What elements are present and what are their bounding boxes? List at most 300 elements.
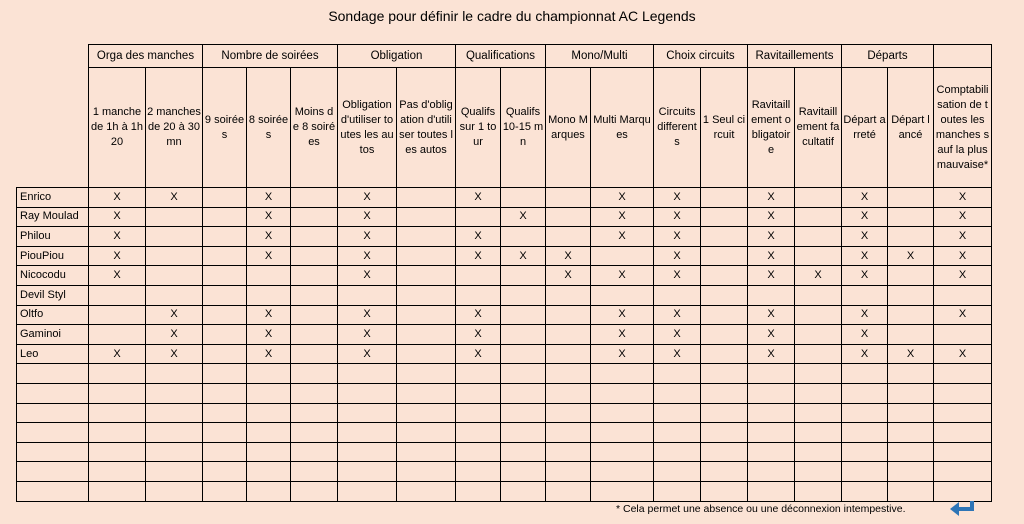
- vote-cell: [291, 344, 338, 364]
- vote-cell: [591, 364, 654, 384]
- vote-cell: [501, 266, 546, 286]
- vote-cell: X: [338, 246, 397, 266]
- column-header: Circuits differents: [654, 68, 701, 188]
- vote-cell: [397, 207, 456, 227]
- column-header: Mono Marques: [546, 68, 591, 188]
- column-header: Comptabilisation de toutes les manches sauf la plus mauvaise*: [934, 68, 992, 188]
- group-header: Qualifications: [456, 45, 546, 68]
- vote-cell: X: [748, 188, 795, 208]
- vote-cell: [748, 403, 795, 423]
- vote-cell: X: [934, 246, 992, 266]
- vote-cell: [89, 364, 146, 384]
- vote-cell: [291, 364, 338, 384]
- vote-cell: [203, 364, 247, 384]
- vote-cell: [934, 403, 992, 423]
- vote-cell: [397, 403, 456, 423]
- vote-cell: [89, 285, 146, 305]
- vote-cell: [203, 481, 247, 501]
- vote-cell: [397, 364, 456, 384]
- vote-cell: [934, 442, 992, 462]
- group-header: Départs: [842, 45, 934, 68]
- vote-cell: [701, 285, 748, 305]
- vote-cell: [89, 305, 146, 325]
- vote-cell: [701, 227, 748, 247]
- vote-cell: X: [654, 325, 701, 345]
- vote-cell: [748, 481, 795, 501]
- vote-cell: [89, 423, 146, 443]
- participant-name: [17, 383, 89, 403]
- vote-cell: [338, 481, 397, 501]
- vote-cell: X: [456, 305, 501, 325]
- vote-cell: [501, 188, 546, 208]
- vote-cell: [247, 285, 291, 305]
- table-row: [17, 305, 992, 325]
- participant-name: Leo: [17, 344, 89, 364]
- vote-cell: [146, 266, 203, 286]
- vote-cell: [842, 364, 888, 384]
- vote-cell: [146, 481, 203, 501]
- vote-cell: X: [89, 246, 146, 266]
- table-row: [17, 423, 992, 443]
- vote-cell: [397, 285, 456, 305]
- group-header: Choix circuits: [654, 45, 748, 68]
- vote-cell: [701, 423, 748, 443]
- vote-cell: [795, 344, 842, 364]
- vote-cell: [146, 462, 203, 482]
- column-header: 8 soirées: [247, 68, 291, 188]
- vote-cell: [501, 325, 546, 345]
- vote-cell: [888, 188, 934, 208]
- participant-name: Devil Styl: [17, 285, 89, 305]
- vote-cell: [795, 188, 842, 208]
- vote-cell: [203, 442, 247, 462]
- vote-cell: [456, 462, 501, 482]
- vote-cell: [397, 423, 456, 443]
- vote-cell: X: [748, 227, 795, 247]
- vote-cell: [654, 481, 701, 501]
- vote-cell: [89, 403, 146, 423]
- vote-cell: [546, 383, 591, 403]
- vote-cell: X: [247, 188, 291, 208]
- vote-cell: X: [591, 266, 654, 286]
- vote-cell: [397, 227, 456, 247]
- vote-cell: [338, 423, 397, 443]
- table-row: [17, 383, 992, 403]
- vote-cell: [546, 285, 591, 305]
- vote-cell: [888, 383, 934, 403]
- vote-cell: [397, 383, 456, 403]
- vote-cell: [456, 423, 501, 443]
- column-header: 9 soirées: [203, 68, 247, 188]
- vote-cell: [546, 423, 591, 443]
- participant-name: [17, 423, 89, 443]
- vote-cell: [291, 246, 338, 266]
- vote-cell: [748, 423, 795, 443]
- vote-cell: [795, 403, 842, 423]
- vote-cell: [795, 305, 842, 325]
- vote-cell: [89, 442, 146, 462]
- group-header: Orga des manches: [89, 45, 203, 68]
- participant-name: Ray Moulad: [17, 207, 89, 227]
- vote-cell: [247, 481, 291, 501]
- vote-cell: [888, 481, 934, 501]
- vote-cell: X: [456, 227, 501, 247]
- vote-cell: [701, 403, 748, 423]
- vote-cell: X: [748, 344, 795, 364]
- vote-cell: [795, 364, 842, 384]
- column-header: Ravitaillement facultatif: [795, 68, 842, 188]
- column-header: Moins de 8 soirées: [291, 68, 338, 188]
- vote-cell: [701, 481, 748, 501]
- vote-cell: [701, 442, 748, 462]
- vote-cell: X: [842, 344, 888, 364]
- vote-cell: [247, 364, 291, 384]
- vote-cell: X: [456, 188, 501, 208]
- vote-cell: [203, 325, 247, 345]
- vote-cell: [291, 442, 338, 462]
- vote-cell: [795, 442, 842, 462]
- vote-cell: X: [546, 246, 591, 266]
- vote-cell: [291, 227, 338, 247]
- vote-cell: [397, 325, 456, 345]
- vote-cell: X: [456, 246, 501, 266]
- vote-cell: [146, 403, 203, 423]
- vote-cell: [591, 462, 654, 482]
- vote-cell: [397, 462, 456, 482]
- vote-cell: [203, 227, 247, 247]
- table-row: [17, 403, 992, 423]
- vote-cell: [701, 266, 748, 286]
- vote-cell: [501, 285, 546, 305]
- column-header: Pas d'obligation d'utiliser toutes les autos: [397, 68, 456, 188]
- vote-cell: [338, 462, 397, 482]
- vote-cell: [591, 285, 654, 305]
- corner-cell: [17, 45, 89, 68]
- column-header: Obligation d'utiliser toutes les autos: [338, 68, 397, 188]
- vote-cell: [338, 285, 397, 305]
- vote-cell: [338, 383, 397, 403]
- vote-cell: [397, 481, 456, 501]
- vote-cell: [291, 423, 338, 443]
- vote-cell: [397, 344, 456, 364]
- vote-cell: [501, 462, 546, 482]
- vote-cell: X: [591, 207, 654, 227]
- vote-cell: [203, 423, 247, 443]
- vote-cell: [701, 246, 748, 266]
- vote-cell: X: [842, 207, 888, 227]
- vote-cell: [842, 462, 888, 482]
- vote-cell: [146, 285, 203, 305]
- vote-cell: X: [842, 188, 888, 208]
- vote-cell: [546, 227, 591, 247]
- vote-cell: [795, 246, 842, 266]
- vote-cell: [654, 403, 701, 423]
- vote-cell: [701, 325, 748, 345]
- vote-cell: X: [888, 344, 934, 364]
- vote-cell: [654, 383, 701, 403]
- vote-cell: X: [591, 188, 654, 208]
- participant-name: Enrico: [17, 188, 89, 208]
- vote-cell: X: [934, 227, 992, 247]
- vote-cell: [701, 188, 748, 208]
- group-header: Obligation: [338, 45, 456, 68]
- vote-cell: [338, 403, 397, 423]
- table-row: [17, 188, 992, 208]
- vote-cell: [546, 188, 591, 208]
- vote-cell: X: [546, 266, 591, 286]
- column-header: Qualifs sur 1 tour: [456, 68, 501, 188]
- column-header: Qualifs 10-15 mn: [501, 68, 546, 188]
- vote-cell: [203, 188, 247, 208]
- group-header-row: [17, 45, 992, 68]
- vote-cell: X: [795, 266, 842, 286]
- vote-cell: [456, 383, 501, 403]
- vote-cell: X: [842, 227, 888, 247]
- vote-cell: [247, 442, 291, 462]
- vote-cell: [934, 423, 992, 443]
- vote-cell: [203, 462, 247, 482]
- table-row: [17, 462, 992, 482]
- group-header: Nombre de soirées: [203, 45, 338, 68]
- vote-cell: [795, 227, 842, 247]
- vote-cell: [591, 442, 654, 462]
- vote-cell: [795, 423, 842, 443]
- vote-cell: [501, 442, 546, 462]
- vote-cell: X: [456, 344, 501, 364]
- vote-cell: [203, 285, 247, 305]
- vote-cell: X: [338, 305, 397, 325]
- vote-cell: [203, 305, 247, 325]
- participant-name: PiouPiou: [17, 246, 89, 266]
- vote-cell: X: [501, 246, 546, 266]
- vote-cell: X: [591, 227, 654, 247]
- vote-cell: [203, 383, 247, 403]
- vote-cell: [591, 423, 654, 443]
- table-row: [17, 344, 992, 364]
- vote-cell: [291, 481, 338, 501]
- vote-cell: X: [247, 246, 291, 266]
- vote-cell: [146, 207, 203, 227]
- vote-cell: [748, 462, 795, 482]
- vote-cell: X: [654, 246, 701, 266]
- vote-cell: [456, 285, 501, 305]
- vote-cell: X: [338, 207, 397, 227]
- vote-cell: X: [842, 305, 888, 325]
- vote-cell: X: [748, 246, 795, 266]
- vote-cell: [546, 207, 591, 227]
- vote-cell: X: [654, 207, 701, 227]
- vote-cell: [146, 364, 203, 384]
- vote-cell: [591, 383, 654, 403]
- vote-cell: [795, 285, 842, 305]
- vote-cell: [795, 207, 842, 227]
- vote-cell: [654, 285, 701, 305]
- vote-cell: [397, 266, 456, 286]
- vote-cell: [591, 481, 654, 501]
- vote-cell: X: [888, 246, 934, 266]
- vote-cell: [654, 442, 701, 462]
- vote-cell: X: [89, 266, 146, 286]
- table-row: [17, 246, 992, 266]
- vote-cell: X: [89, 188, 146, 208]
- participant-name: Nicocodu: [17, 266, 89, 286]
- group-header: [934, 45, 992, 68]
- vote-cell: [397, 246, 456, 266]
- vote-cell: [397, 442, 456, 462]
- vote-cell: [888, 364, 934, 384]
- participant-name: [17, 364, 89, 384]
- column-header: 1 Seul circuit: [701, 68, 748, 188]
- vote-cell: [842, 423, 888, 443]
- vote-cell: [203, 344, 247, 364]
- vote-cell: X: [591, 325, 654, 345]
- vote-cell: [795, 462, 842, 482]
- vote-cell: [546, 462, 591, 482]
- vote-cell: X: [338, 266, 397, 286]
- vote-cell: X: [338, 227, 397, 247]
- vote-cell: X: [934, 188, 992, 208]
- vote-cell: [146, 442, 203, 462]
- vote-cell: [748, 442, 795, 462]
- vote-cell: [546, 305, 591, 325]
- vote-cell: X: [247, 325, 291, 345]
- vote-cell: X: [654, 344, 701, 364]
- vote-cell: [888, 442, 934, 462]
- vote-cell: X: [247, 207, 291, 227]
- vote-cell: [456, 403, 501, 423]
- vote-cell: [146, 423, 203, 443]
- group-header: Mono/Multi: [546, 45, 654, 68]
- vote-cell: [501, 344, 546, 364]
- vote-cell: X: [146, 188, 203, 208]
- vote-cell: [701, 305, 748, 325]
- vote-cell: [546, 403, 591, 423]
- vote-cell: [888, 266, 934, 286]
- vote-cell: [397, 188, 456, 208]
- vote-cell: X: [89, 227, 146, 247]
- vote-cell: X: [654, 266, 701, 286]
- vote-cell: [795, 481, 842, 501]
- vote-cell: X: [591, 305, 654, 325]
- vote-cell: [888, 423, 934, 443]
- vote-cell: [501, 364, 546, 384]
- vote-cell: [842, 403, 888, 423]
- vote-cell: X: [748, 266, 795, 286]
- column-header: Multi Marques: [591, 68, 654, 188]
- vote-cell: [203, 266, 247, 286]
- vote-cell: [748, 285, 795, 305]
- vote-cell: [456, 364, 501, 384]
- vote-cell: X: [654, 188, 701, 208]
- vote-cell: X: [247, 305, 291, 325]
- vote-cell: [291, 207, 338, 227]
- vote-cell: [795, 383, 842, 403]
- vote-cell: X: [654, 305, 701, 325]
- vote-cell: X: [748, 305, 795, 325]
- vote-cell: X: [89, 344, 146, 364]
- table-row: [17, 285, 992, 305]
- vote-cell: X: [591, 344, 654, 364]
- footnote: * Cela permet une absence ou une déconnexion intempestive.: [616, 503, 906, 515]
- vote-cell: [291, 325, 338, 345]
- vote-cell: [795, 325, 842, 345]
- vote-cell: [203, 403, 247, 423]
- table-row: [17, 227, 992, 247]
- participant-name: [17, 481, 89, 501]
- vote-cell: X: [338, 188, 397, 208]
- vote-cell: [146, 227, 203, 247]
- vote-cell: [888, 305, 934, 325]
- vote-cell: X: [338, 325, 397, 345]
- vote-cell: X: [146, 344, 203, 364]
- column-header-row: [17, 68, 992, 188]
- vote-cell: [89, 462, 146, 482]
- vote-cell: [247, 462, 291, 482]
- column-header: 2 manches de 20 à 30mn: [146, 68, 203, 188]
- table-row: [17, 442, 992, 462]
- vote-cell: [546, 481, 591, 501]
- vote-cell: X: [456, 325, 501, 345]
- vote-cell: [247, 423, 291, 443]
- vote-cell: [291, 266, 338, 286]
- vote-cell: [146, 383, 203, 403]
- vote-cell: [701, 344, 748, 364]
- vote-cell: [456, 481, 501, 501]
- vote-cell: [842, 285, 888, 305]
- vote-cell: [291, 285, 338, 305]
- vote-cell: [456, 207, 501, 227]
- vote-cell: [888, 227, 934, 247]
- vote-cell: [456, 266, 501, 286]
- vote-cell: [934, 462, 992, 482]
- vote-cell: [397, 305, 456, 325]
- vote-cell: [934, 285, 992, 305]
- vote-cell: [591, 403, 654, 423]
- vote-cell: X: [748, 325, 795, 345]
- participant-name: [17, 442, 89, 462]
- vote-cell: [934, 383, 992, 403]
- corner-cell: [17, 68, 89, 188]
- participant-name: [17, 403, 89, 423]
- vote-cell: [654, 423, 701, 443]
- vote-cell: X: [654, 227, 701, 247]
- vote-cell: [546, 344, 591, 364]
- survey-table: [16, 44, 992, 502]
- vote-cell: [501, 227, 546, 247]
- group-header: Ravitaillements: [748, 45, 842, 68]
- vote-cell: [247, 403, 291, 423]
- vote-cell: [888, 403, 934, 423]
- vote-cell: X: [338, 344, 397, 364]
- vote-cell: [247, 383, 291, 403]
- vote-cell: [291, 383, 338, 403]
- vote-cell: [338, 364, 397, 384]
- vote-cell: [888, 325, 934, 345]
- column-header: Départ arreté: [842, 68, 888, 188]
- vote-cell: [291, 403, 338, 423]
- participant-name: Gaminoi: [17, 325, 89, 345]
- vote-cell: [888, 207, 934, 227]
- vote-cell: [888, 285, 934, 305]
- vote-cell: [591, 246, 654, 266]
- column-header: Ravitaillement obligatoire: [748, 68, 795, 188]
- vote-cell: [247, 266, 291, 286]
- vote-cell: [89, 383, 146, 403]
- return-arrow-icon[interactable]: [948, 499, 976, 519]
- vote-cell: [701, 383, 748, 403]
- table-row: [17, 364, 992, 384]
- vote-cell: [842, 481, 888, 501]
